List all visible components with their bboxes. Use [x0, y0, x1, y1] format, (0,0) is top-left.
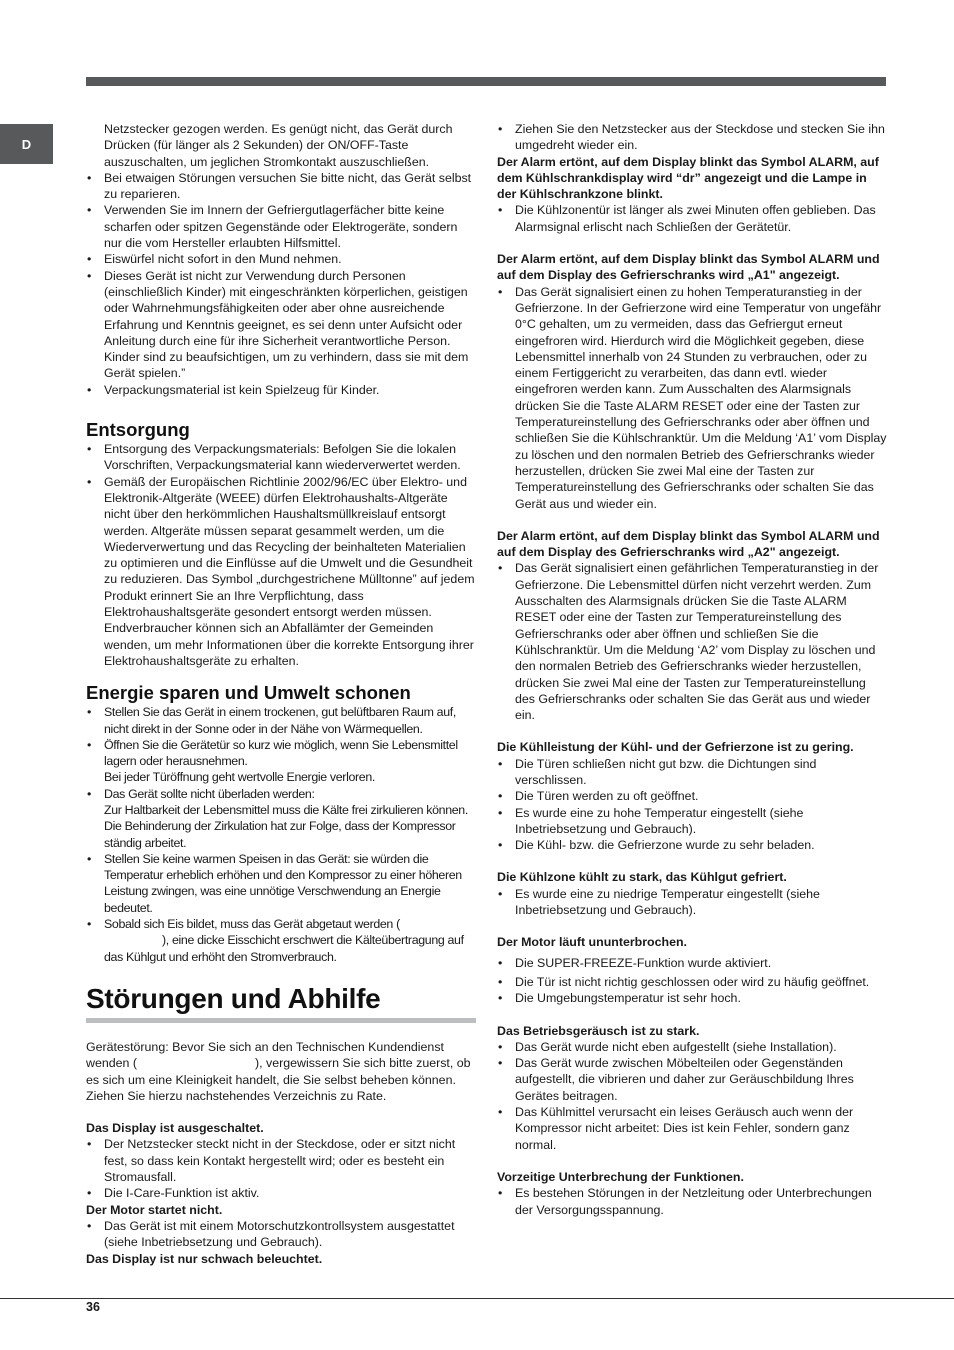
disposal-list	[86, 441, 476, 620]
list-item: • Die Kühl- bzw. die Gefrierzone wurde zu sehr beladen.	[497, 837, 887, 853]
intro-paragraph	[86, 1039, 476, 1104]
problem-causes	[497, 886, 887, 919]
list-item: • Das Gerät signalisiert einen gefährlichen Temperaturanstieg in der Gefrierzone. Die Lebensmittel dürfen nicht verzehrt werden. Zum Ausschalten des Alarmsignals drücken Sie die Taste ALARM RESET oder eine der Tasten zur Temperatureinstellung des Gefrierschranks oder aber öffnen und schließen Sie die Kühlschranktür. Um die Meldung ‘A2’ vom Display zu löschen und den normalen Betrieb des Gefrierschranks wieder herzustellen, drücken Sie zwei Mal eine der Tasten zur Temperatureinstellung des Gefrierschranks oder schalten Sie das Gerät aus und wieder ein.	[497, 560, 887, 723]
problem-title: Die Kühlzone kühlt zu stark, das Kühlgut gefriert.	[497, 870, 787, 885]
problem-causes	[497, 284, 887, 512]
problem-causes	[497, 756, 887, 854]
list-item: • Der Netzstecker steckt nicht in der Steckdose, oder er sitzt nicht fest, so dass kein Kontakt hergestellt wird; oder es besteht ein Stromausfall.	[86, 1136, 476, 1185]
left-column	[86, 121, 476, 1267]
safety-list	[86, 170, 476, 398]
problem-title: Das Betriebsgeräusch ist zu stark.	[497, 1023, 700, 1038]
list-item: • Eiswürfel nicht sofort in den Mund nehmen.	[86, 251, 476, 267]
list-item: • Die I-Care-Funktion ist aktiv.	[86, 1185, 476, 1201]
list-item: • Das Gerät ist mit einem Motorschutzkontrollsystem ausgestattet (siehe Inbetriebsetzung und Gebrauch).	[86, 1218, 476, 1251]
list-item: • Das Gerät wurde zwischen Möbelteilen oder Gegenständen aufgestellt, die vibrieren und daher zur Geräuschbildung Ihres Gerätes beitragen.	[497, 1055, 887, 1104]
problem-title: Die Kühlleistung der Kühl- und der Gefrierzone ist zu gering.	[497, 740, 854, 755]
language-tab	[0, 124, 53, 164]
list-item-text: Sobald sich Eis bildet, muss das Gerät abgetaut werden (	[104, 917, 400, 932]
problem-title: Das Display ist ausgeschaltet.	[86, 1121, 264, 1136]
section-title: Störungen und Abhilfe	[86, 982, 476, 1023]
list-item: • Dieses Gerät ist nicht zur Verwendung durch Personen (einschließlich Kinder) mit eingeschränkten körperlichen, geistigen oder Wahrnehmungsfähigkeiten oder aber ohne ausreichende Erfahrung und Kenntnis geeignet, es sei denn unter Aufsicht oder Anleitung durch eine für ihre Sicherheit verantwortliche Person. Kinder sind zu beaufsichtigen, um zu verhindern, dass sie mit dem Gerät spielen.”	[86, 268, 476, 382]
problem-causes	[86, 1136, 476, 1201]
problem-causes	[497, 955, 887, 1007]
footer-rule	[0, 1298, 954, 1299]
list-item: • Es bestehen Störungen in der Netzleitung oder Unterbrechungen der Versorgungsspannung.	[497, 1185, 887, 1218]
list-item: • Stellen Sie das Gerät in einem trockenen, gut belüftbaren Raum auf, nicht direkt in der Sonne oder in der Nähe von Wärmequellen.	[86, 704, 476, 737]
list-item-note: Bei jeder Türöffnung geht wertvolle Energie verloren.	[104, 770, 375, 785]
heading-entsorgung: Entsorgung	[86, 419, 190, 441]
list-item-text: Öffnen Sie die Gerätetür so kurz wie möglich, wenn Sie Lebensmittel lagern oder herausnehmen.	[104, 737, 458, 769]
problem-causes	[86, 1218, 476, 1251]
problem-causes	[497, 202, 887, 235]
paragraph-continuation: Netzstecker gezogen werden. Es genügt nicht, das Gerät durch Drücken (für länger als 2 Sekunden) der ON/OFF-Taste auszuschalten, um jeglichen Stromkontakt auszuschließen.	[104, 122, 453, 169]
list-item: • Ziehen Sie den Netzstecker aus der Steckdose und stecken Sie ihn umgedreht wieder ein.	[497, 121, 887, 154]
problem-causes	[497, 121, 887, 154]
page-number: 36	[86, 1300, 100, 1314]
list-item: • Die Türen werden zu oft geöffnet.	[497, 788, 887, 804]
energy-list	[86, 704, 476, 965]
right-column	[497, 121, 887, 1218]
list-item	[86, 916, 476, 965]
list-item	[86, 737, 476, 786]
list-item: • Es wurde eine zu hohe Temperatur eingestellt (siehe Inbetriebsetzung und Gebrauch).	[497, 805, 887, 838]
list-item-note: Zur Haltbarkeit der Lebensmittel muss die Kälte frei zirkulieren können. Die Behinderung der Zirkulation hat zur Folge, dass der Kompressor ständig arbeitet.	[104, 802, 468, 850]
problem-title: Der Motor startet nicht.	[86, 1202, 223, 1217]
problem-title: Das Display ist nur schwach beleuchtet.	[86, 1251, 323, 1266]
list-item-text: Das Gerät sollte nicht überladen werden:	[104, 786, 315, 801]
list-item	[86, 786, 476, 851]
problem-title: Vorzeitige Unterbrechung der Funktionen.	[497, 1169, 744, 1184]
problem-title: Der Alarm ertönt, auf dem Display blinkt das Symbol ALARM und auf dem Display des Gefrierschranks wird „A2" angezeigt.	[497, 528, 880, 560]
problem-title: Der Alarm ertönt, auf dem Display blinkt das Symbol ALARM, auf dem Kühlschrankdisplay wird “dr” angezeigt und die Lampe in der Kühlschrankzone blinkt.	[497, 154, 879, 202]
list-item: • Das Gerät signalisiert einen zu hohen Temperaturanstieg in der Gefrierzone. In der Gefrierzone wird eine Temperatur von ungefähr 0°C gehalten, um zu vermeiden, dass das Gefriergut erneut eingefroren wird. Hierdurch wird die Möglichkeit gegeben, diese Lebensmittel innerhalb von 24 Stunden zu verbrauchen, oder zu einem Fertiggericht zu verarbeiten, das dann evtl. wieder eingefroren werden kann. Zum Ausschalten des Alarmsignals drücken Sie die Taste ALARM RESET oder eine der Tasten zur Temperatureinstellung des Gefrierschranks oder aber öffnen und schließen Sie die Kühlschranktür. Um die Meldung ‘A1’ vom Display zu löschen und den normalen Betrieb des Gefrierschranks wieder herzustellen, drücken Sie zwei Mal eine der Tasten zur Temperatureinstellung des Gefrierschranks oder schalten Sie das Gerät aus und wieder ein.	[497, 284, 887, 512]
list-item: • Das Kühlmittel verursacht ein leises Geräusch auch wenn der Kompressor nicht arbeitet: Dies ist kein Fehler, sondern ganz normal.	[497, 1104, 887, 1153]
list-item: • Stellen Sie keine warmen Speisen in das Gerät: sie würden die Temperatur erheblich erhöhen und den Kompressor zu einer höheren Leistung zwingen, was eine unnötige Verschwendung an Energie bedeutet.	[86, 851, 476, 916]
list-item: • Gemäß der Europäischen Richtlinie 2002/96/EC über Elektro- und Elektronik-Altgeräte (WEEE) dürfen Elektrohaushalts-Altgeräte nicht über den herkömmlichen Haushaltsmüllkreislauf entsorgt werden. Altgeräte müssen separat gesammelt werden, um die Wiederverwertung und das Recycling der beinhalteten Materialien zu optimieren und die Einflüsse auf die Umwelt und die Gesundheit zu reduzieren. Das Symbol „durchgestrichene Mülltonne” auf jedem Produkt erinnert Sie an Ihre Verpflichtung, dass Elektrohaushaltsgeräte gesondert entsorgt werden müssen.	[86, 474, 476, 621]
intro-text: ), vergewissern Sie sich bitte zuerst, ob es sich um eine Kleinigkeit handelt, die Sie selbst beheben können. Ziehen Sie hierzu nachstehendes Verzeichnis zu Rate.	[86, 1056, 471, 1103]
intro-text: Gerätestörung: Bevor Sie sich an den Technischen Kundendienst wenden (	[86, 1039, 444, 1071]
list-item: • Die SUPER-FREEZE-Funktion wurde aktiviert.	[497, 955, 887, 971]
problem-causes	[497, 560, 887, 723]
problem-title: Der Alarm ertönt, auf dem Display blinkt das Symbol ALARM und auf dem Display des Gefrierschranks wird „A1" angezeigt.	[497, 252, 880, 283]
language-code: D	[21, 136, 32, 152]
list-item: • Die Umgebungstemperatur ist sehr hoch.	[497, 990, 887, 1006]
list-item-text: ), eine dicke Eisschicht erschwert die Kälteübertragung auf das Kühlgut und erhöht den Stromverbrauch.	[104, 933, 464, 964]
problem-causes	[497, 1039, 887, 1153]
list-item: • Verpackungsmaterial ist kein Spielzeug für Kinder.	[86, 382, 476, 398]
list-item: • Die Kühlzonentür ist länger als zwei Minuten offen geblieben. Das Alarmsignal erlischt nach Schließen der Gerätetür.	[497, 202, 887, 235]
list-item: • Verwenden Sie im Innern der Gefriergutlagerfächer bitte keine scharfen oder spitzen Gegenstände oder Elektrogeräte, sondern nur die vom Hersteller erlaubten Hilfsmittel.	[86, 202, 476, 251]
list-item: • Die Türen schließen nicht gut bzw. die Dichtungen sind verschlissen.	[497, 756, 887, 789]
list-item: • Das Gerät wurde nicht eben aufgestellt (siehe Installation).	[497, 1039, 887, 1055]
problem-title: Der Motor läuft ununterbrochen.	[497, 935, 687, 950]
list-item: • Entsorgung des Verpackungsmaterials: Befolgen Sie die lokalen Vorschriften, Verpackungsmaterial kann wiederverwertet werden.	[86, 441, 476, 474]
heading-energie: Energie sparen und Umwelt schonen	[86, 682, 411, 704]
list-item: • Es wurde eine zu niedrige Temperatur eingestellt (siehe Inbetriebsetzung und Gebrauch).	[497, 886, 887, 919]
header-rule	[86, 77, 886, 86]
list-item: • Die Tür ist nicht richtig geschlossen oder wird zu häufig geöffnet.	[497, 974, 887, 990]
list-item: • Bei etwaigen Störungen versuchen Sie bitte nicht, das Gerät selbst zu reparieren.	[86, 170, 476, 203]
disposal-note: Endverbraucher können sich an Abfallämter der Gemeinden wenden, um mehr Informationen über die korrekte Entsorgung ihrer Elektrohaushaltsgeräte zu erhalten.	[104, 621, 474, 668]
problem-causes	[497, 1185, 887, 1218]
